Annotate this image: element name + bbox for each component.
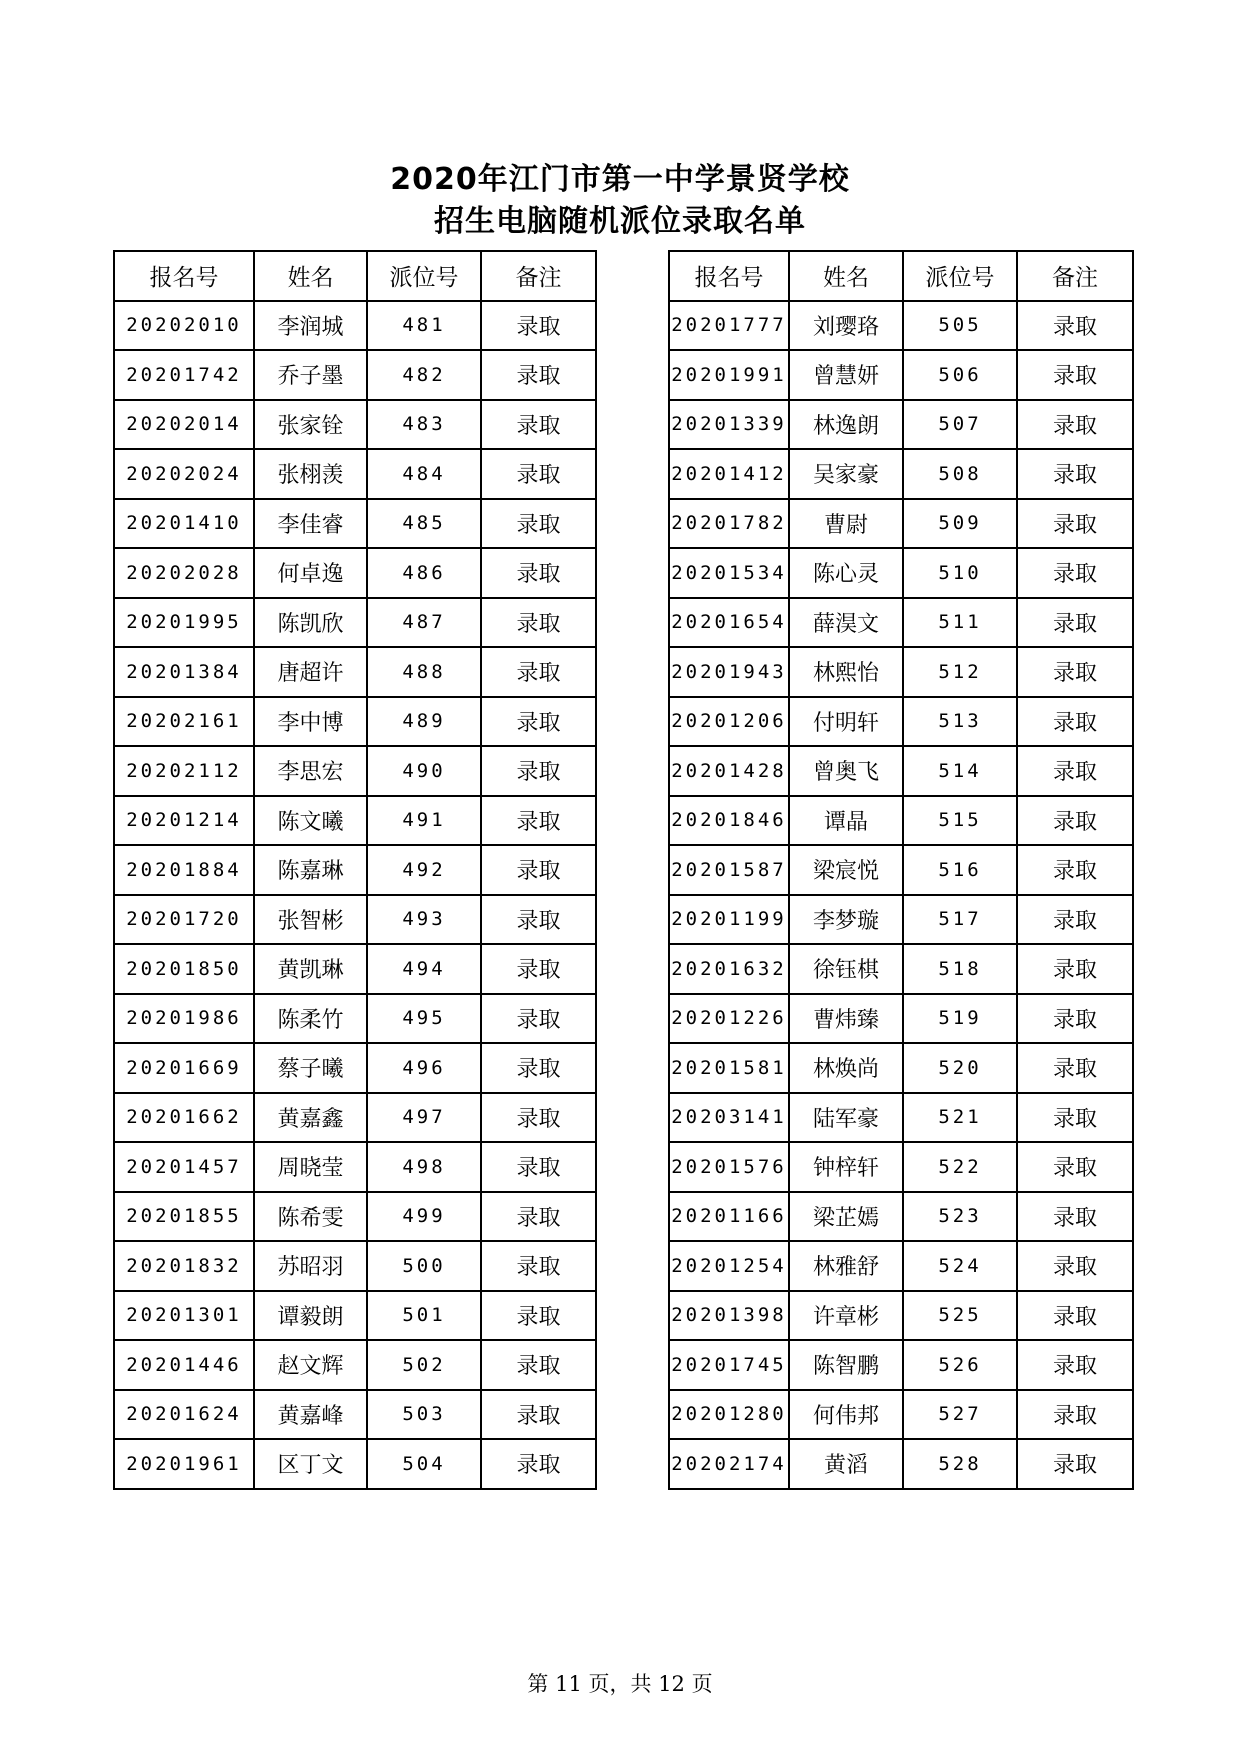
registration-no-cell: 20201457	[114, 1142, 254, 1192]
table-row	[114, 1291, 596, 1341]
allocation-no-cell: 499	[367, 1192, 481, 1242]
table-row	[669, 548, 1133, 598]
registration-no-cell: 20202014	[114, 400, 254, 450]
remark-cell: 录取	[481, 1043, 596, 1093]
allocation-no-cell: 516	[903, 845, 1017, 895]
allocation-no-cell: 509	[903, 499, 1017, 549]
name-cell: 林熙怡	[789, 647, 903, 697]
name-cell: 梁宸悦	[789, 845, 903, 895]
registration-no-cell: 20201214	[114, 796, 254, 846]
name-cell: 林逸朗	[789, 400, 903, 450]
registration-no-cell: 20202112	[114, 746, 254, 796]
name-cell: 李梦璇	[789, 895, 903, 945]
registration-no-cell: 20201777	[669, 301, 789, 351]
table-row	[669, 301, 1133, 351]
page-title-line2: 招生电脑随机派位录取名单	[434, 204, 806, 239]
column-header-registration-no: 报名号	[669, 251, 789, 301]
remark-cell: 录取	[1017, 845, 1133, 895]
table-row	[114, 697, 596, 747]
column-header-name: 姓名	[254, 251, 367, 301]
admission-table-right	[668, 250, 1134, 1490]
remark-cell: 录取	[1017, 1291, 1133, 1341]
table-row	[114, 548, 596, 598]
allocation-no-cell: 489	[367, 697, 481, 747]
registration-no-cell: 20201943	[669, 647, 789, 697]
allocation-no-cell: 515	[903, 796, 1017, 846]
table-row	[669, 1340, 1133, 1390]
registration-no-cell: 20201576	[669, 1142, 789, 1192]
table-row	[669, 449, 1133, 499]
page-title-line1: 2020年江门市第一中学景贤学校	[390, 162, 850, 197]
remark-cell: 录取	[1017, 1043, 1133, 1093]
remark-cell: 录取	[1017, 598, 1133, 648]
name-cell: 乔子墨	[254, 350, 367, 400]
allocation-no-cell: 511	[903, 598, 1017, 648]
allocation-no-cell: 513	[903, 697, 1017, 747]
name-cell: 林焕尚	[789, 1043, 903, 1093]
table-row	[114, 301, 596, 351]
name-cell: 薛淏文	[789, 598, 903, 648]
table-row	[114, 499, 596, 549]
footer-suffix: 页	[691, 1672, 713, 1696]
allocation-no-cell: 525	[903, 1291, 1017, 1341]
allocation-no-cell: 493	[367, 895, 481, 945]
table-row	[669, 1390, 1133, 1440]
name-cell: 李中博	[254, 697, 367, 747]
allocation-no-cell: 524	[903, 1241, 1017, 1291]
name-cell: 刘璎珞	[789, 301, 903, 351]
remark-cell: 录取	[481, 1142, 596, 1192]
remark-cell: 录取	[1017, 944, 1133, 994]
name-cell: 唐超许	[254, 647, 367, 697]
remark-cell: 录取	[481, 796, 596, 846]
registration-no-cell: 20201742	[114, 350, 254, 400]
remark-cell: 录取	[481, 1340, 596, 1390]
registration-no-cell: 20201534	[669, 548, 789, 598]
name-cell: 区丁文	[254, 1439, 367, 1489]
allocation-no-cell: 484	[367, 449, 481, 499]
table-row	[114, 1241, 596, 1291]
table-row	[114, 1340, 596, 1390]
allocation-no-cell: 492	[367, 845, 481, 895]
allocation-no-cell: 521	[903, 1093, 1017, 1143]
table-row	[114, 449, 596, 499]
table-row	[669, 1291, 1133, 1341]
registration-no-cell: 20201986	[114, 994, 254, 1044]
table-row	[114, 845, 596, 895]
column-header-allocation-no: 派位号	[367, 251, 481, 301]
table-row	[669, 994, 1133, 1044]
remark-cell: 录取	[481, 944, 596, 994]
name-cell: 张栩羡	[254, 449, 367, 499]
remark-cell: 录取	[481, 1439, 596, 1489]
remark-cell: 录取	[481, 1093, 596, 1143]
registration-no-cell: 20201301	[114, 1291, 254, 1341]
name-cell: 陆军豪	[789, 1093, 903, 1143]
allocation-no-cell: 500	[367, 1241, 481, 1291]
remark-cell: 录取	[481, 400, 596, 450]
remark-cell: 录取	[1017, 895, 1133, 945]
remark-cell: 录取	[481, 1241, 596, 1291]
allocation-no-cell: 496	[367, 1043, 481, 1093]
registration-no-cell: 20201850	[114, 944, 254, 994]
registration-no-cell: 20201720	[114, 895, 254, 945]
table-row	[114, 994, 596, 1044]
name-cell: 梁芷嫣	[789, 1192, 903, 1242]
registration-no-cell: 20201782	[669, 499, 789, 549]
registration-no-cell: 20201662	[114, 1093, 254, 1143]
remark-cell: 录取	[481, 548, 596, 598]
remark-cell: 录取	[1017, 1340, 1133, 1390]
table-row	[114, 1043, 596, 1093]
table-row	[114, 350, 596, 400]
registration-no-cell: 20201412	[669, 449, 789, 499]
column-header-remark: 备注	[481, 251, 596, 301]
remark-cell: 录取	[1017, 796, 1133, 846]
name-cell: 周晓莹	[254, 1142, 367, 1192]
remark-cell: 录取	[481, 449, 596, 499]
allocation-no-cell: 483	[367, 400, 481, 450]
name-cell: 曹尉	[789, 499, 903, 549]
registration-no-cell: 20202028	[114, 548, 254, 598]
remark-cell: 录取	[481, 845, 596, 895]
allocation-no-cell: 491	[367, 796, 481, 846]
allocation-no-cell: 506	[903, 350, 1017, 400]
name-cell: 曾慧妍	[789, 350, 903, 400]
remark-cell: 录取	[481, 350, 596, 400]
registration-no-cell: 20201199	[669, 895, 789, 945]
registration-no-cell: 20202161	[114, 697, 254, 747]
remark-cell: 录取	[1017, 350, 1133, 400]
remark-cell: 录取	[481, 499, 596, 549]
allocation-no-cell: 514	[903, 746, 1017, 796]
table-row	[114, 1390, 596, 1440]
allocation-no-cell: 481	[367, 301, 481, 351]
allocation-no-cell: 526	[903, 1340, 1017, 1390]
remark-cell: 录取	[481, 895, 596, 945]
name-cell: 许章彬	[789, 1291, 903, 1341]
table-row	[669, 400, 1133, 450]
table-row	[114, 746, 596, 796]
registration-no-cell: 20201428	[669, 746, 789, 796]
remark-cell: 录取	[1017, 1241, 1133, 1291]
allocation-no-cell: 482	[367, 350, 481, 400]
registration-no-cell: 20202024	[114, 449, 254, 499]
allocation-no-cell: 490	[367, 746, 481, 796]
allocation-no-cell: 510	[903, 548, 1017, 598]
registration-no-cell: 20202010	[114, 301, 254, 351]
remark-cell: 录取	[1017, 1439, 1133, 1489]
registration-no-cell: 20201995	[114, 598, 254, 648]
registration-no-cell: 20201410	[114, 499, 254, 549]
remark-cell: 录取	[1017, 1093, 1133, 1143]
allocation-no-cell: 498	[367, 1142, 481, 1192]
name-cell: 陈智鹏	[789, 1340, 903, 1390]
allocation-no-cell: 508	[903, 449, 1017, 499]
registration-no-cell: 20203141	[669, 1093, 789, 1143]
registration-no-cell: 20201654	[669, 598, 789, 648]
remark-cell: 录取	[481, 697, 596, 747]
table-row	[669, 1192, 1133, 1242]
table-row	[669, 1439, 1133, 1489]
registration-no-cell: 20201581	[669, 1043, 789, 1093]
name-cell: 黄嘉鑫	[254, 1093, 367, 1143]
remark-cell: 录取	[481, 1390, 596, 1440]
column-header-allocation-no: 派位号	[903, 251, 1017, 301]
name-cell: 谭毅朗	[254, 1291, 367, 1341]
table-row	[669, 746, 1133, 796]
registration-no-cell: 20201226	[669, 994, 789, 1044]
remark-cell: 录取	[481, 746, 596, 796]
allocation-no-cell: 527	[903, 1390, 1017, 1440]
registration-no-cell: 20201961	[114, 1439, 254, 1489]
remark-cell: 录取	[1017, 400, 1133, 450]
allocation-no-cell: 504	[367, 1439, 481, 1489]
table-row	[669, 350, 1133, 400]
registration-no-cell: 20201846	[669, 796, 789, 846]
registration-no-cell: 20201884	[114, 845, 254, 895]
registration-no-cell: 20201280	[669, 1390, 789, 1440]
table-row	[114, 1093, 596, 1143]
name-cell: 李润城	[254, 301, 367, 351]
table-row	[114, 1439, 596, 1489]
name-cell: 蔡子曦	[254, 1043, 367, 1093]
allocation-no-cell: 523	[903, 1192, 1017, 1242]
remark-cell: 录取	[481, 647, 596, 697]
remark-cell: 录取	[1017, 746, 1133, 796]
allocation-no-cell: 487	[367, 598, 481, 648]
remark-cell: 录取	[481, 598, 596, 648]
name-cell: 吴家豪	[789, 449, 903, 499]
registration-no-cell: 20201832	[114, 1241, 254, 1291]
registration-no-cell: 20201384	[114, 647, 254, 697]
allocation-no-cell: 501	[367, 1291, 481, 1341]
table-row	[669, 1043, 1133, 1093]
registration-no-cell: 20201398	[669, 1291, 789, 1341]
allocation-no-cell: 485	[367, 499, 481, 549]
allocation-no-cell: 494	[367, 944, 481, 994]
table-row	[114, 895, 596, 945]
allocation-no-cell: 528	[903, 1439, 1017, 1489]
registration-no-cell: 20201254	[669, 1241, 789, 1291]
remark-cell: 录取	[1017, 548, 1133, 598]
table-row	[669, 697, 1133, 747]
remark-cell: 录取	[1017, 1390, 1133, 1440]
table-row	[669, 1241, 1133, 1291]
allocation-no-cell: 505	[903, 301, 1017, 351]
table-row	[669, 895, 1133, 945]
allocation-no-cell: 488	[367, 647, 481, 697]
allocation-no-cell: 497	[367, 1093, 481, 1143]
table-header-row	[669, 251, 1133, 301]
name-cell: 钟梓轩	[789, 1142, 903, 1192]
name-cell: 徐钰棋	[789, 944, 903, 994]
registration-no-cell: 20201206	[669, 697, 789, 747]
registration-no-cell: 20201446	[114, 1340, 254, 1390]
name-cell: 黄滔	[789, 1439, 903, 1489]
name-cell: 陈嘉琳	[254, 845, 367, 895]
table-row	[114, 796, 596, 846]
allocation-no-cell: 495	[367, 994, 481, 1044]
name-cell: 陈文曦	[254, 796, 367, 846]
name-cell: 何伟邦	[789, 1390, 903, 1440]
remark-cell: 录取	[481, 1291, 596, 1341]
remark-cell: 录取	[1017, 1192, 1133, 1242]
allocation-no-cell: 522	[903, 1142, 1017, 1192]
table-row	[669, 845, 1133, 895]
table-row	[669, 598, 1133, 648]
table-row	[114, 1142, 596, 1192]
registration-no-cell: 20201855	[114, 1192, 254, 1242]
column-header-registration-no: 报名号	[114, 251, 254, 301]
registration-no-cell: 20201991	[669, 350, 789, 400]
footer-middle: 页，共	[588, 1672, 652, 1696]
footer-current-page: 11	[555, 1672, 582, 1696]
registration-no-cell: 20201339	[669, 400, 789, 450]
table-row	[669, 1093, 1133, 1143]
name-cell: 赵文辉	[254, 1340, 367, 1390]
allocation-no-cell: 507	[903, 400, 1017, 450]
name-cell: 曹炜臻	[789, 994, 903, 1044]
table-header-row	[114, 251, 596, 301]
remark-cell: 录取	[1017, 647, 1133, 697]
name-cell: 曾奥飞	[789, 746, 903, 796]
table-row	[114, 400, 596, 450]
remark-cell: 录取	[1017, 1142, 1133, 1192]
table-row	[669, 796, 1133, 846]
allocation-no-cell: 517	[903, 895, 1017, 945]
table-row	[669, 944, 1133, 994]
registration-no-cell: 20201166	[669, 1192, 789, 1242]
remark-cell: 录取	[1017, 499, 1133, 549]
allocation-no-cell: 512	[903, 647, 1017, 697]
name-cell: 陈柔竹	[254, 994, 367, 1044]
footer-total-pages: 12	[658, 1672, 685, 1696]
name-cell: 黄嘉峰	[254, 1390, 367, 1440]
footer-prefix: 第	[527, 1672, 549, 1696]
allocation-no-cell: 520	[903, 1043, 1017, 1093]
remark-cell: 录取	[481, 301, 596, 351]
allocation-no-cell: 519	[903, 994, 1017, 1044]
registration-no-cell: 20201669	[114, 1043, 254, 1093]
name-cell: 陈希雯	[254, 1192, 367, 1242]
allocation-no-cell: 502	[367, 1340, 481, 1390]
name-cell: 何卓逸	[254, 548, 367, 598]
name-cell: 张智彬	[254, 895, 367, 945]
table-row	[114, 944, 596, 994]
allocation-no-cell: 503	[367, 1390, 481, 1440]
registration-no-cell: 20201632	[669, 944, 789, 994]
table-row	[669, 499, 1133, 549]
table-row	[669, 1142, 1133, 1192]
name-cell: 苏昭羽	[254, 1241, 367, 1291]
remark-cell: 录取	[1017, 697, 1133, 747]
name-cell: 陈心灵	[789, 548, 903, 598]
registration-no-cell: 20201745	[669, 1340, 789, 1390]
name-cell: 李思宏	[254, 746, 367, 796]
name-cell: 付明轩	[789, 697, 903, 747]
admission-table-left	[113, 250, 597, 1490]
remark-cell: 录取	[1017, 994, 1133, 1044]
name-cell: 张家铨	[254, 400, 367, 450]
remark-cell: 录取	[481, 994, 596, 1044]
table-row	[114, 647, 596, 697]
registration-no-cell: 20201587	[669, 845, 789, 895]
name-cell: 黄凯琳	[254, 944, 367, 994]
allocation-no-cell: 486	[367, 548, 481, 598]
name-cell: 李佳睿	[254, 499, 367, 549]
name-cell: 林雅舒	[789, 1241, 903, 1291]
column-header-remark: 备注	[1017, 251, 1133, 301]
remark-cell: 录取	[1017, 301, 1133, 351]
name-cell: 陈凯欣	[254, 598, 367, 648]
remark-cell: 录取	[1017, 449, 1133, 499]
page-footer	[0, 1668, 1240, 1698]
registration-no-cell: 20202174	[669, 1439, 789, 1489]
table-row	[114, 598, 596, 648]
registration-no-cell: 20201624	[114, 1390, 254, 1440]
allocation-no-cell: 518	[903, 944, 1017, 994]
table-row	[114, 1192, 596, 1242]
remark-cell: 录取	[481, 1192, 596, 1242]
name-cell: 谭晶	[789, 796, 903, 846]
table-row	[669, 647, 1133, 697]
column-header-name: 姓名	[789, 251, 903, 301]
